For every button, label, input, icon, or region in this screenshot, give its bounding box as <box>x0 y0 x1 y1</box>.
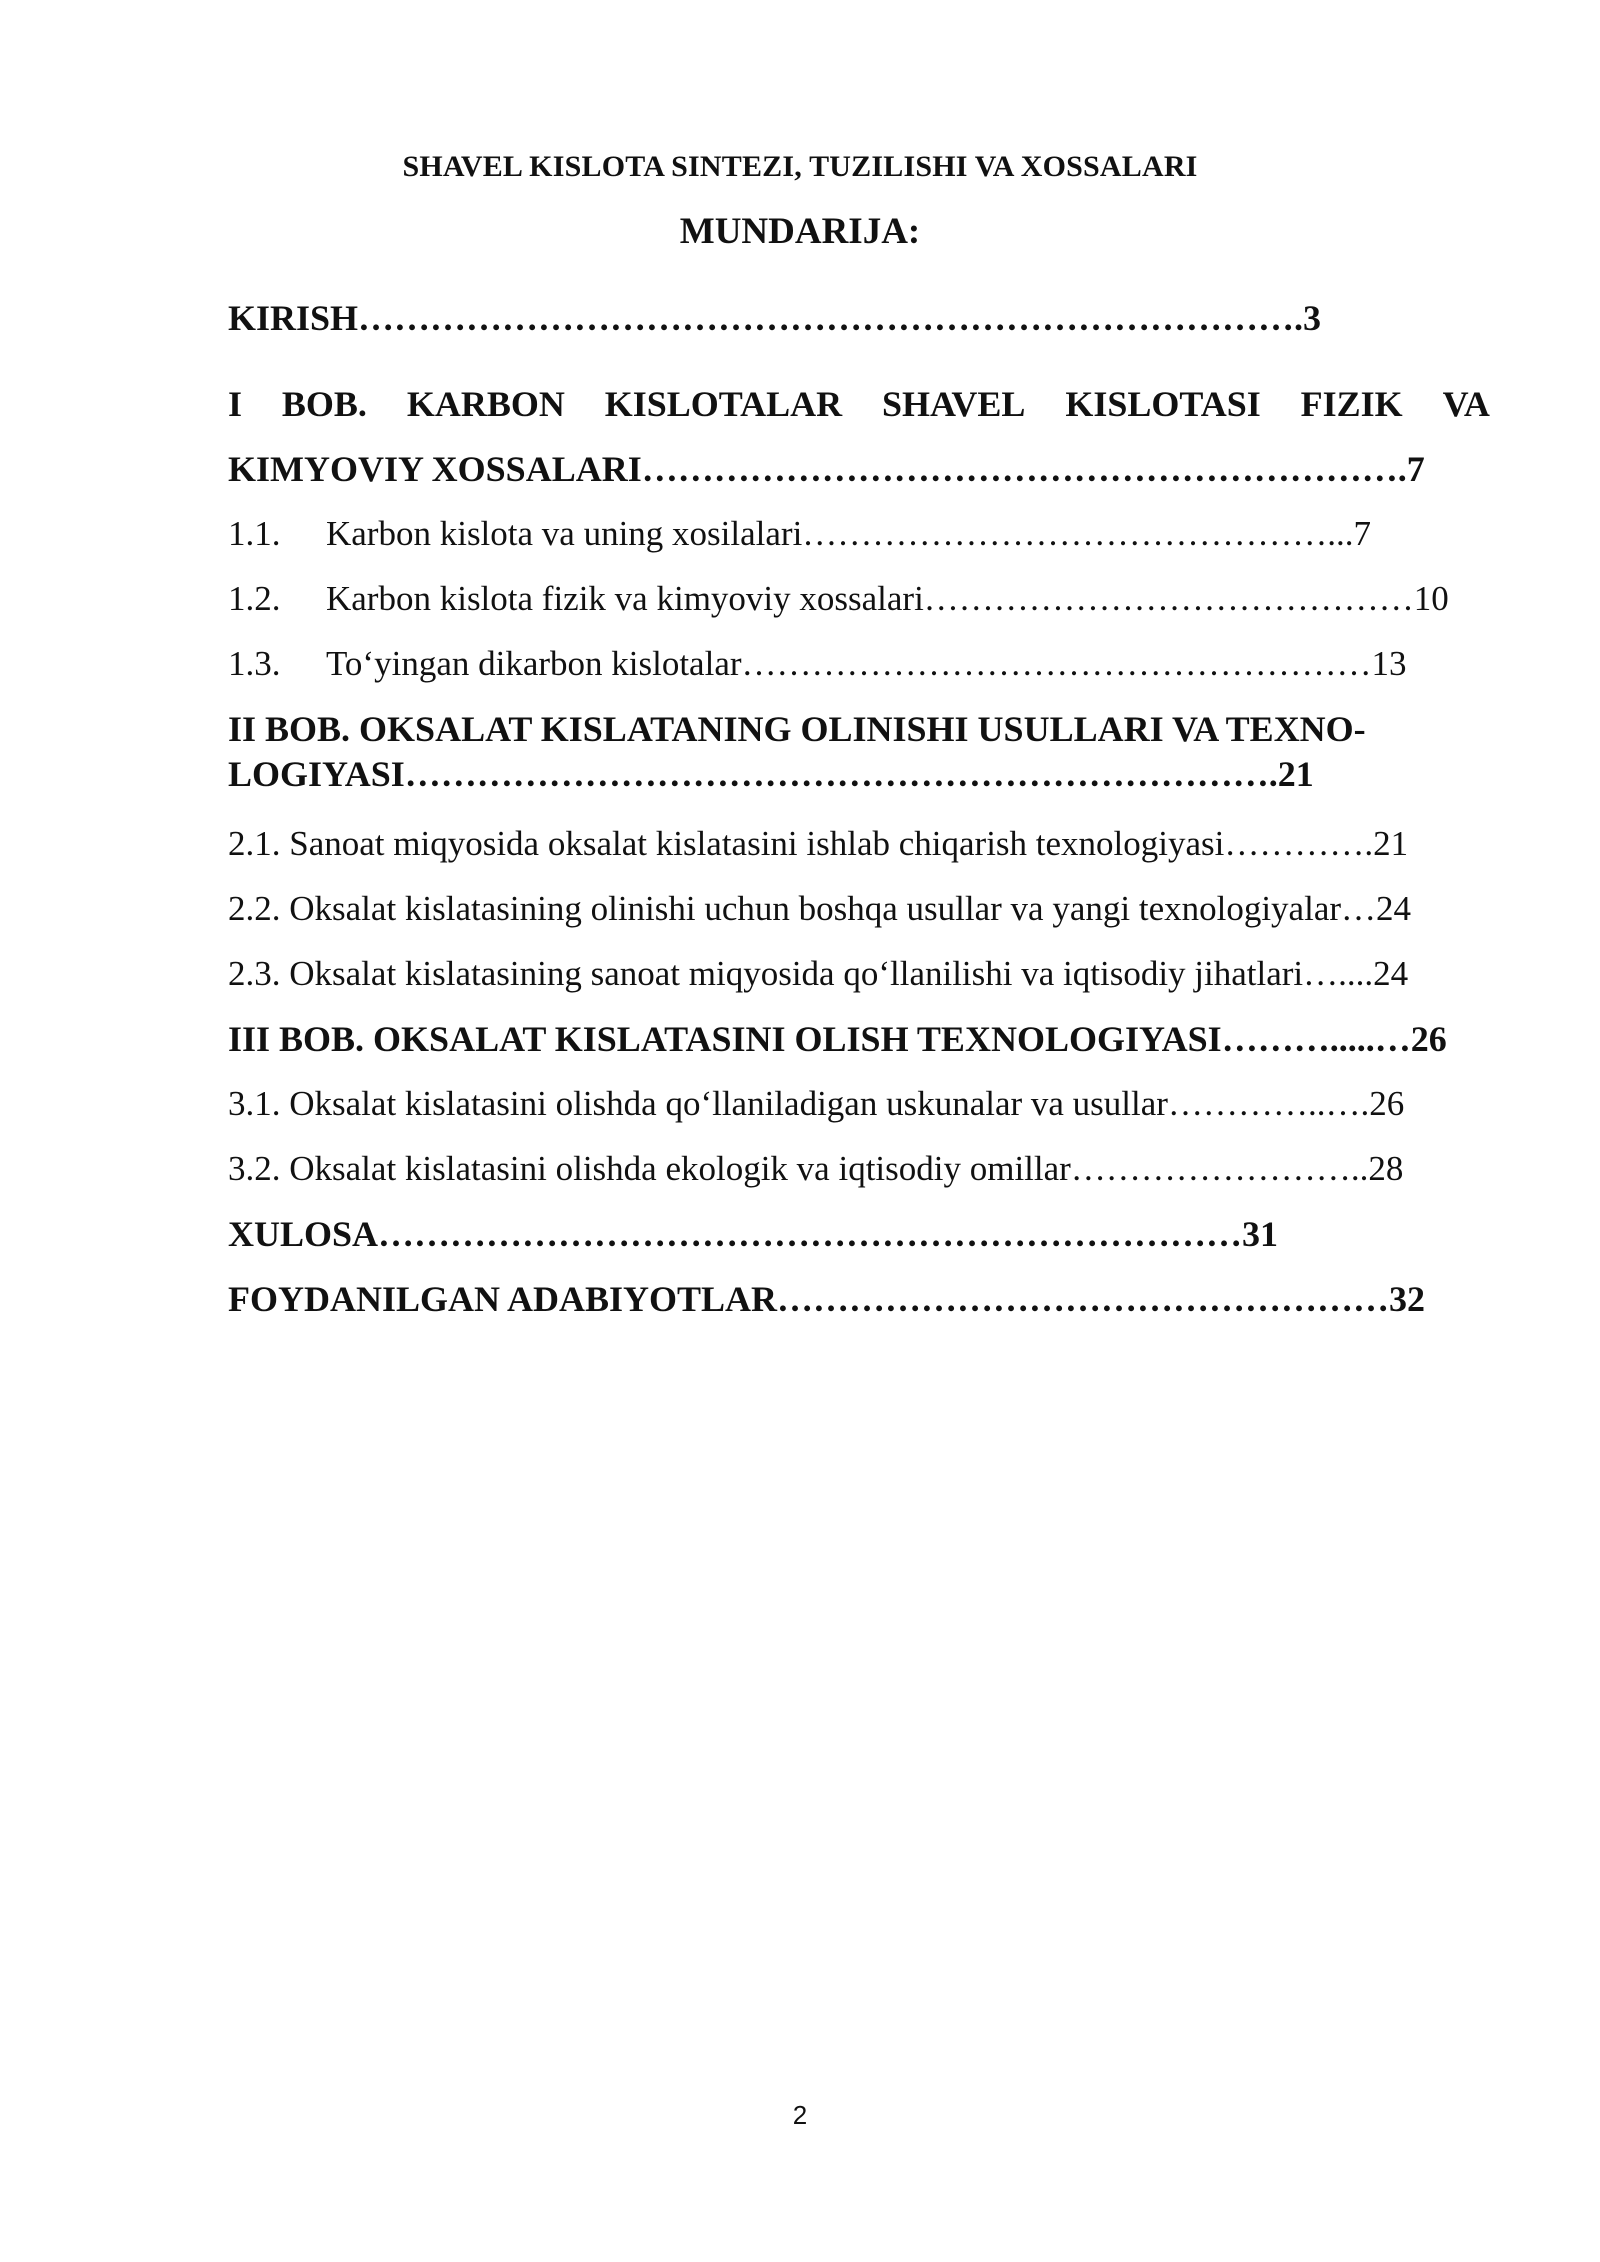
toc-entry-3-1: 3.1. Oksalat kislatasini olishda qo‘llaniladigan uskunalar va usullar…………..….26 <box>228 1084 1405 1123</box>
toc-entry-3-2: 3.2. Oksalat kislatasini olishda ekologik va iqtisodiy omillar……………………..28 <box>228 1149 1404 1188</box>
toc-entry-bob1-line2: KIMYOVIY XOSSALARI……………………………………………………….7 <box>228 449 1425 489</box>
toc-word: I <box>228 384 243 424</box>
toc-word: KISLOTASI <box>1065 384 1261 424</box>
toc-entry-kirish: KIRISH…………………………………………………………………….3 <box>228 298 1322 338</box>
toc-word: FIZIK <box>1300 384 1403 424</box>
toc-entry-bob1-line1 <box>228 382 1490 426</box>
toc-entry-bob3: III BOB. OKSALAT KISLATASINI OLISH TEXNOLOGIYASI……….....…26 <box>228 1019 1447 1059</box>
toc-entry-1-1 <box>228 512 1490 556</box>
toc-word: KARBON <box>406 384 565 424</box>
toc-word: KISLOTALAR <box>604 384 843 424</box>
toc-heading: MUNDARIJA: <box>679 211 921 252</box>
toc-entry-adabiyotlar: FOYDANILGAN ADABIYOTLAR……………………………………………32 <box>228 1279 1426 1319</box>
toc-entry-2-3: 2.3. Oksalat kislatasining sanoat miqyosida qo‘llanilishi va iqtisodiy jihatlari…....24 <box>228 954 1409 993</box>
toc-section-number: 1.2. <box>228 579 281 618</box>
toc-word: VA <box>1442 384 1490 424</box>
document-title: SHAVEL KISLOTA SINTEZI, TUZILISHI VA XOSSALARI <box>402 150 1198 183</box>
toc-section-title: Karbon kislota va uning xosilalari………………………………………...7 <box>326 514 1372 553</box>
toc-word: BOB. <box>281 384 367 424</box>
toc-entry-1-3 <box>228 642 1490 686</box>
toc-section-number: 1.1. <box>228 514 281 553</box>
toc-entry-2-2: 2.2. Oksalat kislatasining olinishi uchun boshqa usullar va yangi texnologiyalar…24 <box>228 889 1412 928</box>
toc-entry-xulosa: XULOSA………………………………………………………………31 <box>228 1214 1279 1254</box>
toc-entry-1-2 <box>228 577 1490 621</box>
toc-word: SHAVEL <box>882 384 1026 424</box>
toc-section-title: To‘yingan dikarbon kislotalar………………………………………………13 <box>326 644 1407 683</box>
toc-entry-bob2-line1: II BOB. OKSALAT KISLATANING OLINISHI USULLARI VA TEXNO- <box>228 709 1366 749</box>
page-number: 2 <box>792 2100 808 2130</box>
toc-entry-2-1: 2.1. Sanoat miqyosida oksalat kislatasini ishlab chiqarish texnologiyasi………….21 <box>228 824 1409 863</box>
toc-section-number: 1.3. <box>228 644 281 683</box>
toc-entry-bob2-line2: LOGIYASI……………………………………………………………….21 <box>228 754 1314 794</box>
toc-section-title: Karbon kislota fizik va kimyoviy xossalari……………………………………10 <box>326 579 1449 618</box>
